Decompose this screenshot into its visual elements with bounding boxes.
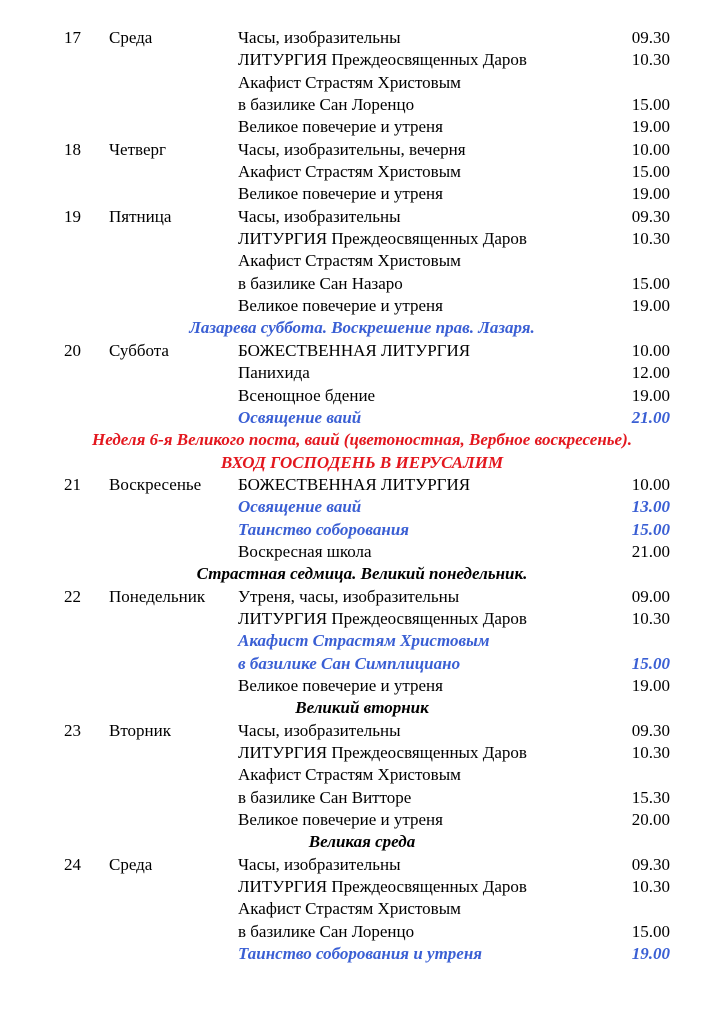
day-number: 19 xyxy=(64,206,81,226)
service-name: Великое повечерие и утреня xyxy=(238,117,443,137)
schedule-row xyxy=(0,519,724,541)
service-time: 10.00 xyxy=(631,139,670,159)
service-name: Часы, изобразительны xyxy=(238,854,401,874)
service-time: 19.00 xyxy=(631,117,670,137)
day-number: 20 xyxy=(64,340,81,360)
weekday-label: Четверг xyxy=(109,139,166,159)
schedule-row xyxy=(0,273,724,295)
service-time: 19.00 xyxy=(631,675,670,695)
schedule-row xyxy=(0,764,724,786)
service-name: Акафист Страстям Христовым xyxy=(238,162,461,182)
service-name: Воскресная школа xyxy=(238,541,372,561)
service-time: 21.00 xyxy=(631,541,670,561)
schedule-row xyxy=(0,362,724,384)
service-name: ЛИТУРГИЯ Преждеосвященных Даров xyxy=(238,608,527,628)
weekday-label: Вторник xyxy=(109,720,171,740)
service-name: Освящение ваий xyxy=(238,497,362,517)
service-name: Панихида xyxy=(238,363,310,383)
schedule-row xyxy=(0,787,724,809)
weekday-label: Суббота xyxy=(109,340,169,360)
weekday-label: Среда xyxy=(109,28,153,47)
service-time: 15.00 xyxy=(631,921,670,941)
service-time: 09.30 xyxy=(631,206,670,226)
schedule-row xyxy=(0,586,724,608)
service-name: Часы, изобразительны xyxy=(238,28,401,47)
schedule-row xyxy=(0,921,724,943)
service-time: 19.00 xyxy=(631,184,670,204)
section-heading: Неделя 6-я Великого поста, ваий (цветоностная, Вербное воскресенье). xyxy=(91,430,632,450)
service-time: 19.00 xyxy=(631,385,670,405)
service-name: Великое повечерие и утреня xyxy=(238,810,443,830)
service-name: в базилике Сан Витторе xyxy=(238,787,412,807)
section-heading: Страстная седмица. Великий понедельник. xyxy=(196,564,528,584)
service-time: 15.00 xyxy=(631,519,670,539)
service-time: 20.00 xyxy=(631,810,670,830)
service-time: 10.30 xyxy=(631,743,670,762)
service-name: Часы, изобразительны xyxy=(238,206,401,226)
service-time: 15.00 xyxy=(631,273,670,293)
schedule-row xyxy=(0,228,724,250)
service-time: 09.30 xyxy=(631,28,670,47)
service-name: Великое повечерие и утреня xyxy=(238,675,443,695)
service-time: 15.00 xyxy=(631,95,670,115)
schedule-row xyxy=(0,94,724,116)
service-name: Часы, изобразительны xyxy=(238,720,401,740)
section-heading: ВХОД ГОСПОДЕНЬ В ИЕРУСАЛИМ xyxy=(220,452,504,472)
service-name: БОЖЕСТВЕННАЯ ЛИТУРГИЯ xyxy=(238,340,471,360)
schedule-row xyxy=(0,206,724,228)
service-time: 15.00 xyxy=(631,653,670,673)
service-name: Великое повечерие и утреня xyxy=(238,296,443,316)
weekday-label: Пятница xyxy=(109,206,172,226)
service-time: 15.00 xyxy=(631,162,670,182)
service-name: в базилике Сан Симплициано xyxy=(238,653,461,673)
service-name: Акафист Страстям Христовым xyxy=(238,899,461,919)
schedule-row xyxy=(0,608,724,630)
service-name: ЛИТУРГИЯ Преждеосвященных Даров xyxy=(238,743,527,762)
schedule-row xyxy=(0,49,724,71)
service-time: 10.30 xyxy=(631,50,670,70)
service-name: Акафист Страстям Христовым xyxy=(238,765,461,785)
service-name: ЛИТУРГИЯ Преждеосвященных Даров xyxy=(238,877,527,897)
day-number: 21 xyxy=(64,474,81,494)
service-time: 09.00 xyxy=(631,586,670,606)
schedule-row xyxy=(0,630,724,652)
schedule-row xyxy=(0,720,724,742)
day-number: 24 xyxy=(64,854,81,874)
schedule-row xyxy=(0,295,724,317)
service-name: Таинство соборования xyxy=(238,519,410,539)
service-time: 10.30 xyxy=(631,229,670,249)
schedule-row xyxy=(0,340,724,362)
service-time: 10.30 xyxy=(631,608,670,628)
schedule-row xyxy=(0,385,724,407)
schedule-row xyxy=(0,27,724,49)
schedule-row xyxy=(0,250,724,272)
service-time: 10.30 xyxy=(631,877,670,897)
schedule-row xyxy=(0,854,724,876)
service-time: 15.30 xyxy=(631,787,670,807)
schedule-row xyxy=(0,742,724,764)
schedule-row xyxy=(0,809,724,831)
service-time: 19.00 xyxy=(631,296,670,316)
schedule-row xyxy=(0,139,724,161)
service-name: Акафист Страстям Христовым xyxy=(238,251,461,271)
service-time: 10.00 xyxy=(631,340,670,360)
schedule-row xyxy=(0,675,724,697)
service-name: Акафист Страстям Христовым xyxy=(238,631,490,651)
schedule-row xyxy=(0,72,724,94)
service-name: Всенощное бдение xyxy=(238,385,376,405)
schedule-row xyxy=(0,161,724,183)
service-time: 21.00 xyxy=(631,407,670,427)
weekday-label: Воскресенье xyxy=(109,474,202,494)
schedule-row xyxy=(0,407,724,429)
schedule-row xyxy=(0,116,724,138)
service-name: Таинство соборования и утреня xyxy=(238,944,483,964)
service-time: 13.00 xyxy=(631,497,670,517)
service-time: 09.30 xyxy=(631,854,670,874)
day-number: 18 xyxy=(64,139,81,159)
weekday-label: Среда xyxy=(109,854,153,874)
schedule-row xyxy=(0,183,724,205)
weekday-label: Понедельник xyxy=(109,586,206,606)
service-name: Освящение ваий xyxy=(238,407,362,427)
service-name: Великое повечерие и утреня xyxy=(238,184,443,204)
day-number: 17 xyxy=(64,28,81,47)
schedule-sheet xyxy=(0,27,724,965)
service-name: в базилике Сан Лоренцо xyxy=(238,921,415,941)
service-name: БОЖЕСТВЕННАЯ ЛИТУРГИЯ xyxy=(238,474,471,494)
section-heading: Лазарева суббота. Воскрешение прав. Лазаря. xyxy=(189,318,535,338)
schedule-row xyxy=(0,898,724,920)
day-number: 22 xyxy=(64,586,81,606)
schedule-row xyxy=(0,653,724,675)
service-name: в базилике Сан Лоренцо xyxy=(238,95,415,115)
schedule-row xyxy=(0,876,724,898)
service-time: 12.00 xyxy=(631,363,670,383)
service-time: 10.00 xyxy=(631,474,670,494)
service-time: 19.00 xyxy=(631,944,670,964)
section-heading: Великий вторник xyxy=(295,698,429,718)
schedule-row xyxy=(0,943,724,965)
service-name: Акафист Страстям Христовым xyxy=(238,72,461,92)
schedule-row xyxy=(0,474,724,496)
service-name: ЛИТУРГИЯ Преждеосвященных Даров xyxy=(238,229,527,249)
service-name: ЛИТУРГИЯ Преждеосвященных Даров xyxy=(238,50,527,70)
service-time: 09.30 xyxy=(631,720,670,740)
service-name: Утреня, часы, изобразительны xyxy=(238,586,460,606)
service-name: Часы, изобразительны, вечерня xyxy=(238,139,466,159)
service-name: в базилике Сан Назаро xyxy=(238,273,403,293)
schedule-row xyxy=(0,541,724,563)
section-heading: Великая среда xyxy=(308,832,416,852)
schedule-row xyxy=(0,496,724,518)
day-number: 23 xyxy=(64,720,81,740)
